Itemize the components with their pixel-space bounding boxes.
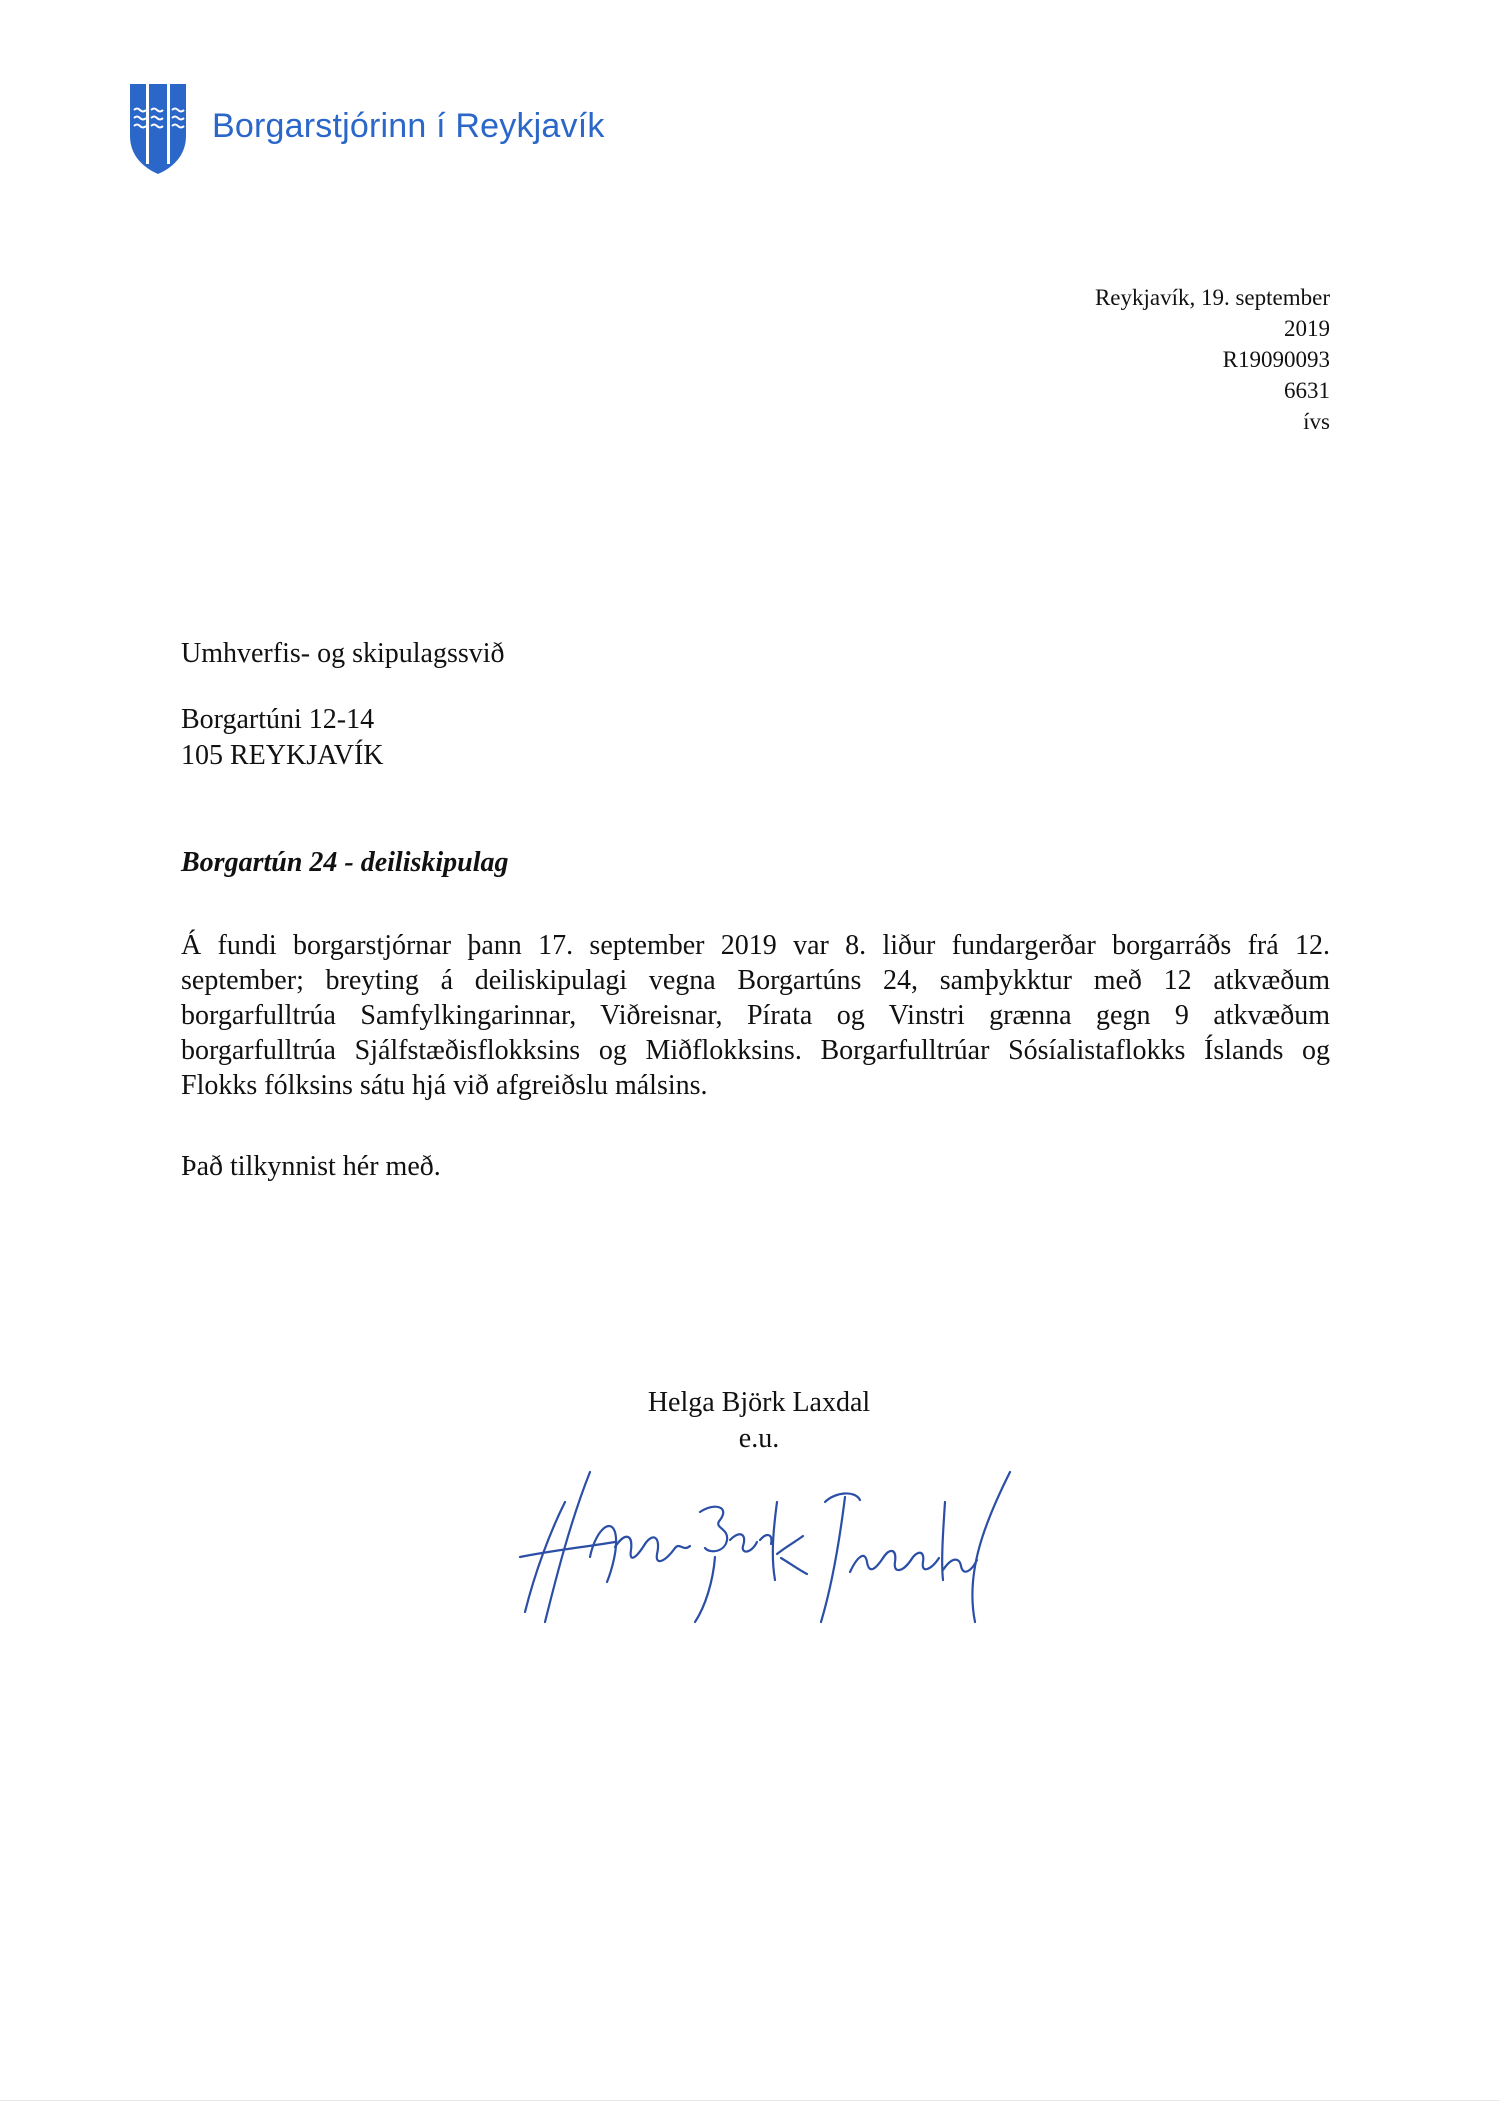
letter-subject: Borgartún 24 - deiliskipulag xyxy=(181,847,509,878)
signatory-name: Helga Björk Laxdal xyxy=(647,1387,871,1418)
body-paragraph: Á fundi borgarstjórnar þann 17. september 2019 var 8. liður fundargerðar borgarráðs frá 12. september; breyting á deiliskipulagi vegna Borgartúns 24, samþykktur með 12 atkvæðum borgarfulltrúa Samfylkingarinnar, Viðreisnar, Pírata og Vinstri grænna gegn 9 atkvæðum borgarfulltrúa Sjálfstæðisflokksins og Miðflokksins. Borgarfulltrúar Sósíalistaflokks Íslands og Flokks fólksins sátu hjá við afgreiðslu málsins. xyxy=(181,930,1330,1101)
reference-block xyxy=(1095,282,1330,437)
closing-line: Það tilkynnist hér með. xyxy=(181,1151,441,1182)
signatory-block xyxy=(634,1385,884,1457)
recipient-street: Borgartúni 12-14 xyxy=(181,704,375,735)
reference-number: R19090093 xyxy=(1222,347,1330,372)
page-bottom-rule xyxy=(0,2100,1500,2101)
reykjavik-coat-of-arms-icon xyxy=(126,80,190,176)
letterhead xyxy=(126,80,605,176)
organization-name: Borgarstjórinn í Reykjavík xyxy=(212,106,605,145)
recipient-department: Umhverfis- og skipulagssvið xyxy=(181,638,505,669)
recipient-postal-city: 105 REYKJAVÍK xyxy=(181,740,384,771)
recipient-address xyxy=(181,636,505,774)
case-number: 6631 xyxy=(1284,378,1330,403)
handwritten-signature xyxy=(515,1462,1015,1632)
author-initials: ívs xyxy=(1303,409,1330,434)
date-line: Reykjavík, 19. september xyxy=(1094,285,1330,310)
signatory-role: e.u. xyxy=(738,1423,780,1454)
date-year: 2019 xyxy=(1284,316,1330,341)
